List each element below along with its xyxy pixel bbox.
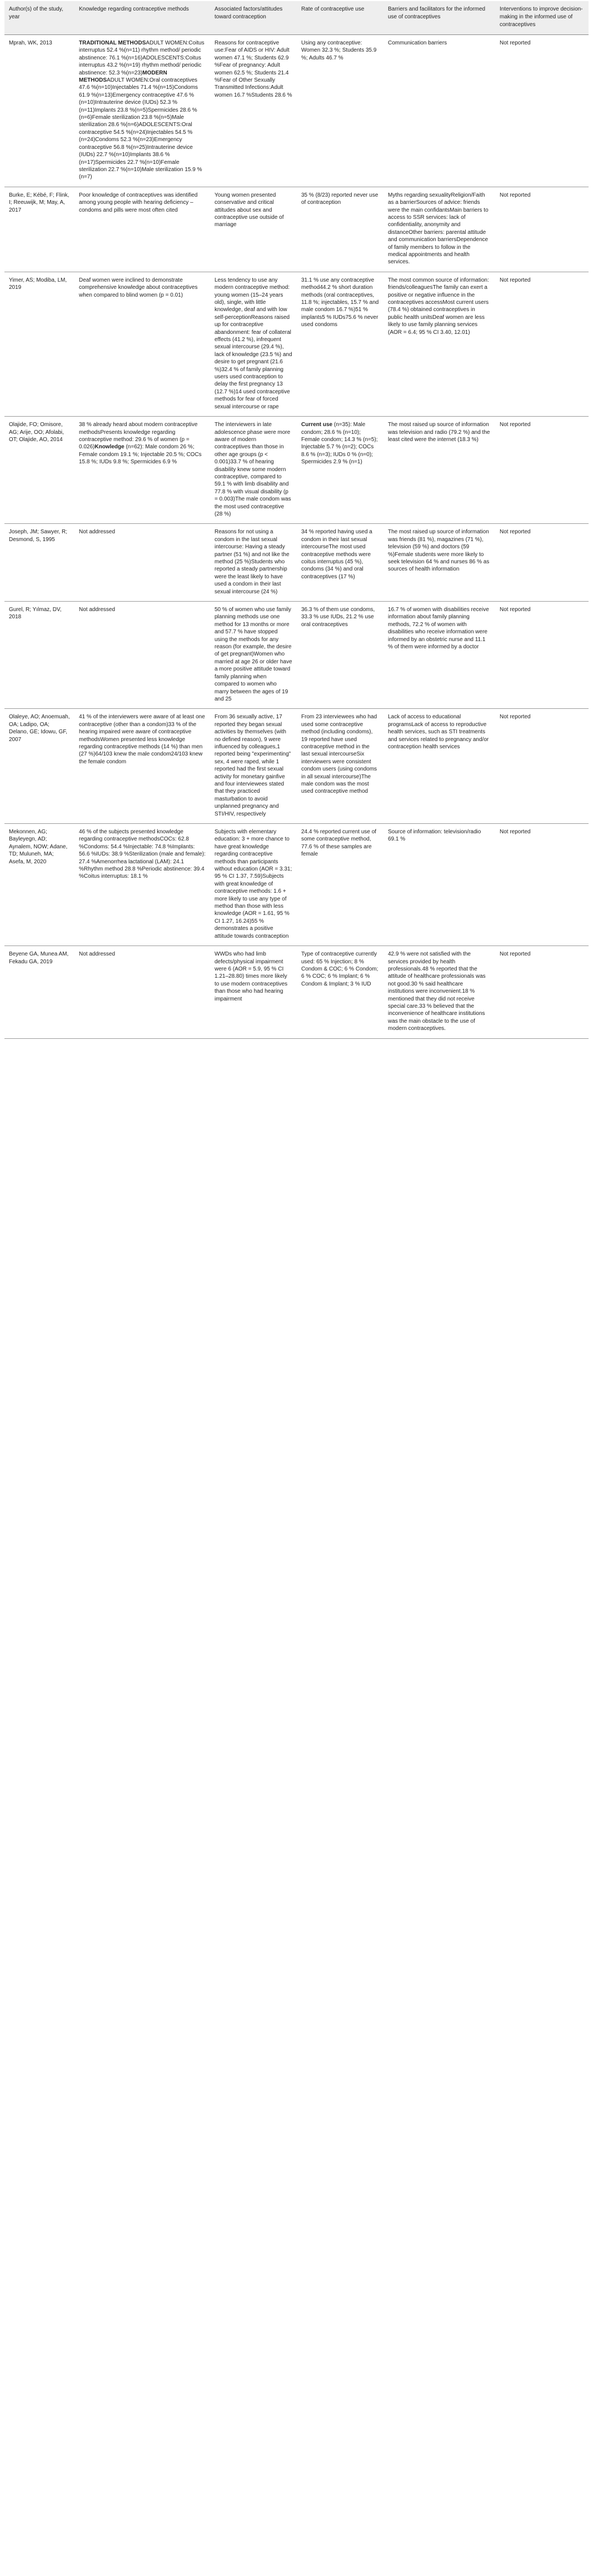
knowledge-cell xyxy=(74,824,210,946)
barriers-cell: Communication barriers xyxy=(383,35,495,187)
interventions-cell: Not reported xyxy=(495,524,589,602)
barriers-cell: The most raised up source of information was television and radio (79.2 %) and the least cited were the internet (18.3 %) xyxy=(383,417,495,524)
barriers-cell: Source of information: television/radio 69.1 % xyxy=(383,824,495,946)
factors-cell: Young women presented conservative and critical attitudes about sex and contraceptive use outside of marriage xyxy=(210,187,297,272)
interventions-cell: Not reported xyxy=(495,272,589,416)
rate-cell xyxy=(297,35,383,187)
rate-cell xyxy=(297,824,383,946)
text-segment: Using any contraceptive: Women 32.3 %; Students 35.9 %; Adults 46.7 % xyxy=(301,40,377,61)
text-segment: Deaf women were inclined to demonstrate comprehensive knowledge about contraceptives when compared to blind women (p = 0.01) xyxy=(79,277,198,298)
rate-cell xyxy=(297,709,383,824)
table-body xyxy=(4,35,589,1039)
interventions-cell: Not reported xyxy=(495,709,589,824)
knowledge-cell xyxy=(74,187,210,272)
knowledge-cell xyxy=(74,709,210,824)
text-segment: ADULT WOMEN:Coitus interruptus 52.4 %(n=11) rhythm method/ periodic abstinence: 76.1 %(n=16)ADOLESCENTS:Coitus interruptus 43.2 %(n=19) rhythm method/ periodic abstinence: 52.3 %(n=23) xyxy=(79,40,205,76)
author-cell: Yimer, AS; Modiba, LM, 2019 xyxy=(4,272,74,416)
table-row xyxy=(4,524,589,602)
barriers-cell: The most common source of information: friends/colleaguesThe family can exert a positive or negative influence in the contraceptives accessMost current users (78.4 %) obtained contraceptives in public health unitsDeaf women are less likely to use family planning services (AOR = 6.4; 95 % CI 3.40, 12.01) xyxy=(383,272,495,416)
rate-cell xyxy=(297,524,383,602)
header-barriers: Barriers and facilitators for the informed use of contraceptives xyxy=(383,1,495,35)
barriers-cell: Myths regarding sexualityReligion/Faith as a barrierSources of advice: friends were the main confidantsMain barriers to access to SSR services: lack of confidentiality, anonymity and distanceOther barriers: parental attitude and communication barriersDependence of family members to follow in the medical appointments and health services. xyxy=(383,187,495,272)
header-rate: Rate of contraceptive use xyxy=(297,1,383,35)
table-row xyxy=(4,272,589,416)
text-segment: From 23 interviewees who had used some contraceptive method (including condoms), 19 reported have used contraceptive method in the last sexual intercourseSix interviewers were consistent condom users (using condoms in all sexual intercourse)The male condom was the most used contraceptive method xyxy=(301,714,377,795)
text-segment: 38 % already heard about modern contraceptive methodsPresents knowledge regarding contraceptive method: 29.6 % of women (p = 0.026) xyxy=(79,422,198,451)
table-row xyxy=(4,35,589,187)
studies-table xyxy=(4,1,589,1039)
author-cell: Olaleye, AO; Anoemuah, OA; Ladipo, OA; Delano, GE; Idowu, GF, 2007 xyxy=(4,709,74,824)
table-row xyxy=(4,946,589,1038)
table-row xyxy=(4,417,589,524)
table-row xyxy=(4,709,589,824)
text-segment: Not addressed xyxy=(79,529,116,536)
header-interventions: Interventions to improve decision-making in the informed use of contraceptives xyxy=(495,1,589,35)
knowledge-cell xyxy=(74,524,210,602)
table-row xyxy=(4,602,589,709)
author-cell: Olajide, FO; Omisore, AG; Arije, OO; Afolabi, OT; Olajide, AO, 2014 xyxy=(4,417,74,524)
text-segment: 24.4 % reported current use of some contraceptive method, 77.6 % of these samples are female xyxy=(301,829,377,858)
barriers-cell: 16.7 % of women with disabilities receive information about family planning methods, 72.2 % of women with disabilities who receive information were informed by an obstetric nurse and 11.1 % of them were informed by a doctor xyxy=(383,602,495,709)
text-segment: (n=35): Male condom; 28.6 % (n=10); Female condom; 14.3 % (n=5); Injectable 5.7 % (n=2); COCs 8.6 % (n=3); IUDs 0 % (n=0); Spermicides 2.9 % (n=1) xyxy=(301,422,378,466)
header-row xyxy=(4,1,589,35)
factors-cell: The interviewers in late adolescence phase were more aware of modern contraceptives than those in other age groups (p < 0.001)33.7 % of hearing disability knew some modern contraceptive, compared to 59.1 % with limb disability and 77.8 % with visual disability (p = 0.003)The male condom was the most used contraceptive (28 %) xyxy=(210,417,297,524)
bold-text-segment: Current use xyxy=(301,422,333,428)
factors-cell: Reasons for not using a condom in the last sexual intercourse: Having a steady partner (51 %) and not like the method (25 %)Students who reported a steady partnership were the least likely to have used a condom in their last sexual intercourse (24 %) xyxy=(210,524,297,602)
factors-cell: Less tendency to use any modern contraceptive method: young women (15–24 years old), single, with little knowledge, deaf and with low self-perceptionReasons raised up for contraceptive abandonment: fear of collateral effects (41.2 %), infrequent sexual intercourse (29.4 %), lack of knowledge (23.5 %) and desire to get pregnant (21.6 %)32.4 % of family planning users used contraception to delay the first pregnancy 13 (12.7 %)14 used contraceptive methods for fear of forced sexual intercourse or rape xyxy=(210,272,297,416)
interventions-cell: Not reported xyxy=(495,187,589,272)
header-author: Author(s) of the study, year xyxy=(4,1,74,35)
factors-cell: 50 % of women who use family planning methods use one method for 13 months or more and 57.7 % have stopped using the methods for any reason (for example, the desire of get pregnant)Women who married at age 26 or older have a more positive attitude toward family planning when compared to women who marry between the ages of 19 and 25 xyxy=(210,602,297,709)
knowledge-cell xyxy=(74,35,210,187)
knowledge-cell xyxy=(74,946,210,1038)
barriers-cell: The most raised up source of information was friends (81 %), magazines (71 %), television (59 %) and doctors (59 %)Female students were more likely to seek television 64 % and nurses 86 % as sources of health information xyxy=(383,524,495,602)
header-knowledge: Knowledge regarding contraceptive methods xyxy=(74,1,210,35)
interventions-cell: Not reported xyxy=(495,35,589,187)
bold-text-segment: TRADITIONAL METHODS xyxy=(79,40,146,46)
text-segment: 41 % of the interviewers were aware of at least one contraceptive (other than a condom)33 % of the hearing impaired were aware of contraceptive methodsWomen presented less knowledge regarding contraceptive methods (14 %) than men (27 %)64/103 knew the male condom24/103 knew the female condom xyxy=(79,714,205,765)
interventions-cell: Not reported xyxy=(495,602,589,709)
barriers-cell: Lack of access to educational programsLack of access to reproductive health services, such as STI treatments and services related to pregnancy and/or contraception health services xyxy=(383,709,495,824)
rate-cell xyxy=(297,417,383,524)
interventions-cell: Not reported xyxy=(495,417,589,524)
factors-cell: WWDs who had limb defects/physical impairment were 6 (AOR = 5.9, 95 % CI 1.21–28.80) times more likely to use modern contraceptives than those who had hearing impairment xyxy=(210,946,297,1038)
table-row xyxy=(4,187,589,272)
header-factors: Associated factors/attitudes toward contraception xyxy=(210,1,297,35)
author-cell: Mekonnen, AG; Bayleyegn, AD; Aynalem, NOW; Adane, TD; Muluneh, MA; Asefa, M, 2020 xyxy=(4,824,74,946)
bold-text-segment: Knowledge xyxy=(94,444,124,451)
table-row xyxy=(4,824,589,946)
text-segment: Type of contraceptive currently used: 65 % Injection; 8 % Condom & COC; 6 % Condom; 6 % COC; 6 % Implant; 6 % Condom & Implant; 3 % IUD xyxy=(301,951,378,987)
text-segment: 31.1 % use any contraceptive method44.2 % short duration methods (oral contraceptives, 11.8 %; injectables, 15.7 % and male condom 16.7 %)51 % implants5 % IUDs75.6 % never used condoms xyxy=(301,277,379,328)
interventions-cell: Not reported xyxy=(495,824,589,946)
rate-cell xyxy=(297,272,383,416)
text-segment: 36.3 % of them use condoms, 33.3 % use IUDs, 21.2 % use oral contraceptives xyxy=(301,607,375,628)
knowledge-cell xyxy=(74,602,210,709)
text-segment: Not addressed xyxy=(79,951,116,958)
factors-cell: Subjects with elementary education: 3 + more chance to have great knowledge regarding contraceptive methods than participants without education (AOR = 3.31; 95 % CI 1.37, 7.59)Subjects with great knowledge of contraceptive methods: 1.6 + more likely to use any type of method than those with less knowledge (AOR = 1.61, 95 % CI 1.27, 16.24)55 % demonstrates a positive attitude towards contraception xyxy=(210,824,297,946)
text-segment: (n=62): Male condom 26 %; Female condom 19.1 %; Injectable 20.5 %; COCs 15.8 %; IUDs 9.8 %; Spermicides 6.9 % xyxy=(79,444,202,466)
author-cell: Burke, E; Kébé, F; Flink, I; Reeuwijk, M; May, A, 2017 xyxy=(4,187,74,272)
text-segment: Not addressed xyxy=(79,607,116,613)
author-cell: Joseph, JM; Sawyer, R; Desmond, S, 1995 xyxy=(4,524,74,602)
factors-cell: From 36 sexually active, 17 reported they began sexual activities by themselves (with no defined reason), 9 were influenced by colleagues,1 reported being "experimenting" sex, 4 were raped, while 1 reported had the first sexual activity for monetary gainfive and four interviewees stated that they practiced masturbation to avoid unplanned pregnancy and STI/HIV, respectively xyxy=(210,709,297,824)
document-page xyxy=(0,0,593,1040)
text-segment: Poor knowledge of contraceptives was identified among young people with hearing deficiency – condoms and pills were most often cited xyxy=(79,192,198,213)
rate-cell xyxy=(297,602,383,709)
barriers-cell: 42.9 % were not satisfied with the services provided by health professionals.48 % reported that the attitude of healthcare professionals was not good.30 % said healthcare institutions were inconvenient.18 % mentioned that they did not receive special care.33 % believed that the inconvenience of healthcare institutions was the main obstacle to the use of modern contraceptives. xyxy=(383,946,495,1038)
author-cell: Gurel, R; Yılmaz, DV, 2018 xyxy=(4,602,74,709)
table-header xyxy=(4,1,589,35)
knowledge-cell xyxy=(74,417,210,524)
text-segment: 34 % reported having used a condom in their last sexual intercourseThe most used contraceptive methods were coitus interruptus (45 %), condoms (34 %) and oral contraceptives (17 %) xyxy=(301,529,372,580)
author-cell: Mprah, WK, 2013 xyxy=(4,35,74,187)
interventions-cell: Not reported xyxy=(495,946,589,1038)
rate-cell xyxy=(297,946,383,1038)
rate-cell xyxy=(297,187,383,272)
knowledge-cell xyxy=(74,272,210,416)
author-cell: Beyene GA, Munea AM, Fekadu GA, 2019 xyxy=(4,946,74,1038)
bold-text-segment: MODERN METHODS xyxy=(79,69,167,84)
factors-cell: Reasons for contraceptive use:Fear of AIDS or HIV: Adult women 47.1 %; Students 62.9 %Fear of pregnancy: Adult women 62.5 %; Students 21.4 %Fear of Other Sexually Transmitted Infections:Adult women 16.7 %Students 28.6 % xyxy=(210,35,297,187)
text-segment: ADULT WOMEN:Oral contraceptives 47.6 %(n=10)Injectables 71.4 %(n=15)Condoms 61.9 %(n=13)Emergency contraceptive 47.6 %(n=10)Intrauterine device (IUDs) 52.3 %(n=11)Implants 23.8 %(n=5)Spermicides 28.6 %(n=6)Female sterilization 23.8 %(n=5)Male sterilization 28.6 %(n=6)ADOLESCENTS:Oral contraceptive 54.5 %(n=24)Injectables 54.5 %(n=24)Condoms 52.3 %(n=23)Emergency contraceptive 56.8 %(n=25)Intrauterine device (IUDs) 22.7 %(n=10)Implants 38.6 %(n=17)Spermicides 22.7 %(n=10)Female sterilization 22.7 %(n=10)Male sterilization 15.9 %(n=7) xyxy=(79,77,202,181)
text-segment: 35 % (8/23) reported never use of contraception xyxy=(301,192,378,206)
text-segment: 46 % of the subjects presented knowledge regarding contraceptive methodsCOCs: 62.8 %Condoms: 54.4 %Injectable: 74.8 %Implants: 56.6 %IUDs: 38.9 %Sterilization (male and female): 27.4 %Amenorrhea lactational (LAM): 24.1 %Rhythm method 28.8 %Periodic abstinence: 39.4 %Coitus interruptus: 18.1 % xyxy=(79,829,206,880)
